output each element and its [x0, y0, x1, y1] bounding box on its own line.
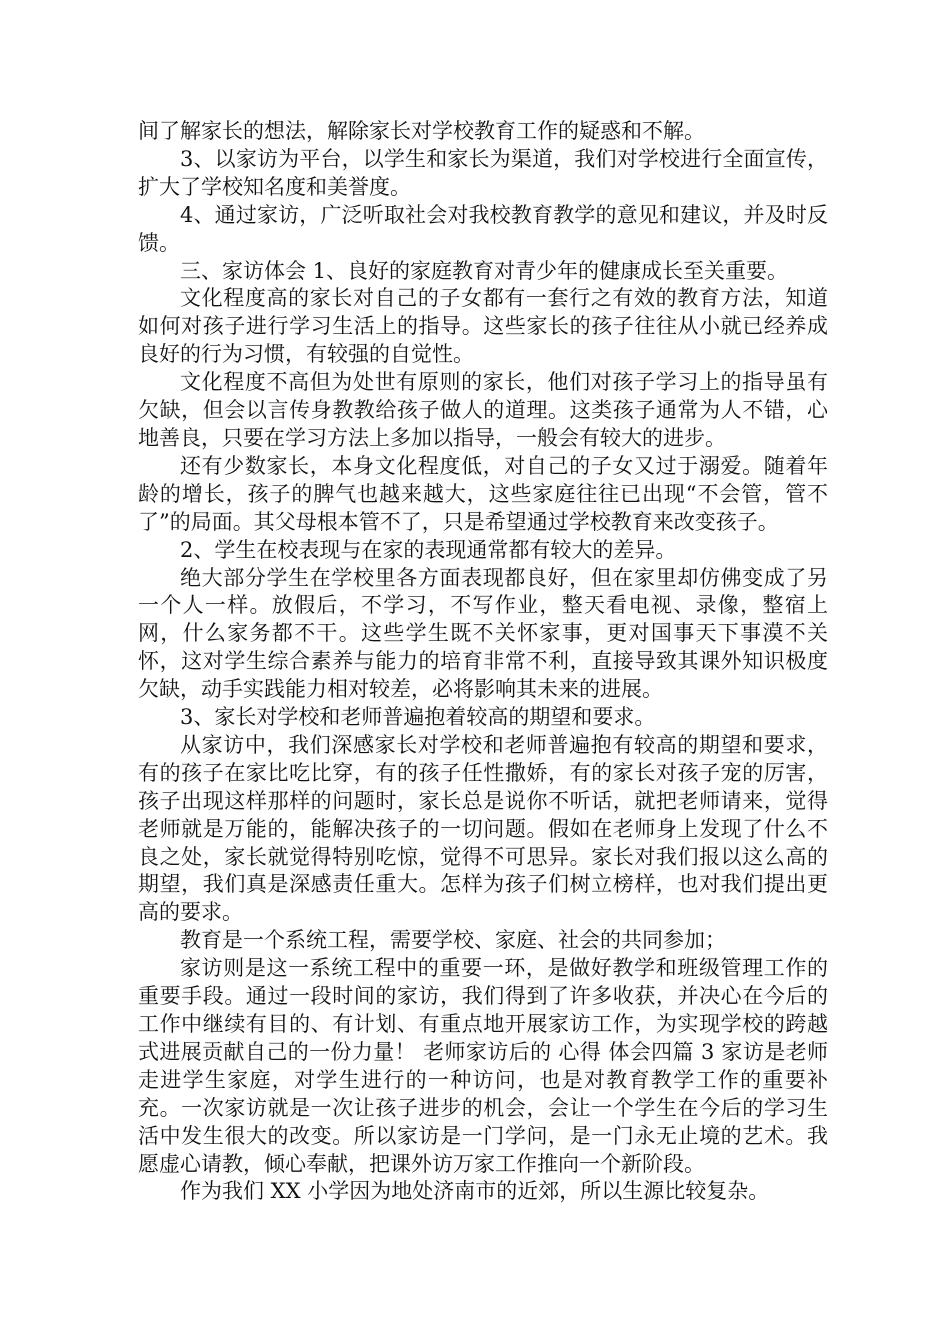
paragraph-7: 还有少数家长，本身文化程度低，对自己的子女又过于溺爱。随着年龄的增长，孩子的脾气也越来越大，这些家庭往往已出现“不会管，管不了”的局面。其父母根本管不了，只是希望通过学校教育来改变孩子。 [138, 453, 828, 534]
paragraph-2: 3、以家访为平台，以学生和家长为渠道，我们对学校进行全面宣传，扩大了学校知名度和美誉度。 [138, 146, 828, 199]
paragraph-12: 教育是一个系统工程，需要学校、家庭、社会的共同参加； [180, 928, 726, 953]
paragraph-9: 绝大部分学生在学校里各方面表现都良好，但在家里却仿佛变成了另一个人一样。放假后，不学习，不写作业，整天看电视、录像，整宿上网，什么家务都不干。这些学生既不关怀家事，更对国事天下事漠不关怀，这对学生综合素养与能力的培育非常不利，直接导致其课外知识极度欠缺，动手实践能力相对较差，必将影响其未来的进展。 [138, 565, 828, 702]
paragraph-1: 间了解家长的想法，解除家长对学校教育工作的疑惑和不解。 [138, 119, 705, 143]
section-heading-visit-experience: 三、家访体会 1、良好的家庭教育对青少年的健康成长至关重要。 [180, 258, 789, 283]
paragraph-3: 4、通过家访，广泛听取社会对我校教育教学的意见和建议，并及时反馈。 [138, 202, 828, 255]
paragraph-10: 3、家长对学校和老师普遍抱着较高的期望和要求。 [180, 705, 656, 730]
paragraph-8: 2、学生在校表现与在家的表现通常都有较大的差异。 [180, 537, 677, 562]
paragraph-14: 作为我们 XX 小学因为地处济南市的近郊，所以生源比较复杂。 [180, 1179, 770, 1204]
paragraph-6: 文化程度不高但为处世有原则的家长，他们对孩子学习上的指导虽有欠缺，但会以言传身教教给孩子做人的道理。这类孩子通常为人不错，心地善良，只要在学习方法上多加以指导，一般会有较大的进步。 [138, 370, 828, 450]
paragraph-5: 文化程度高的家长对自己的子女都有一套行之有效的教育方法，知道如何对孩子进行学习生活上的指导。这些家长的孩子往往从小就已经养成良好的行为习惯，有较强的自觉性。 [138, 286, 828, 367]
document-body [138, 118, 828, 1206]
paragraph-11: 从家访中，我们深感家长对学校和老师普遍抱有较高的期望和要求，有的孩子在家比吃比穿，有的孩子任性撒娇，有的家长对孩子宠的厉害，孩子出现这样那样的问题时，家长总是说你不听话，就把老师请来，觉得老师就是万能的，能解决孩子的一切问题。假如在老师身上发现了什么不良之处，家长就觉得特别吃惊，觉得不可思异。家长对我们报以这么高的期望，我们真是深感责任重大。怎样为孩子们树立榜样，也对我们提出更高的要求。 [138, 732, 828, 925]
paragraph-13: 家访则是这一系统工程中的重要一环，是做好教学和班级管理工作的重要手段。通过一段时间的家访，我们得到了许多收获，并决心在今后的工作中继续有目的、有计划、有重点地开展家访工作，为实现学校的跨越式进展贡献自己的一份力量！ 老师家访后的 心得 体会四篇 3 家访是老师走进学生家庭，对学生进行的一种访问，也是对教育教学工作的重要补充。一次家访就是一次让孩子进步的机会，会让一个学生在今后的学习生活中发生很大的改变。所以家访是一门学问，是一门永无止境的艺术。我愿虚心请教，倾心奉献，把课外访万家工作推向一个新阶段。 [138, 956, 828, 1176]
